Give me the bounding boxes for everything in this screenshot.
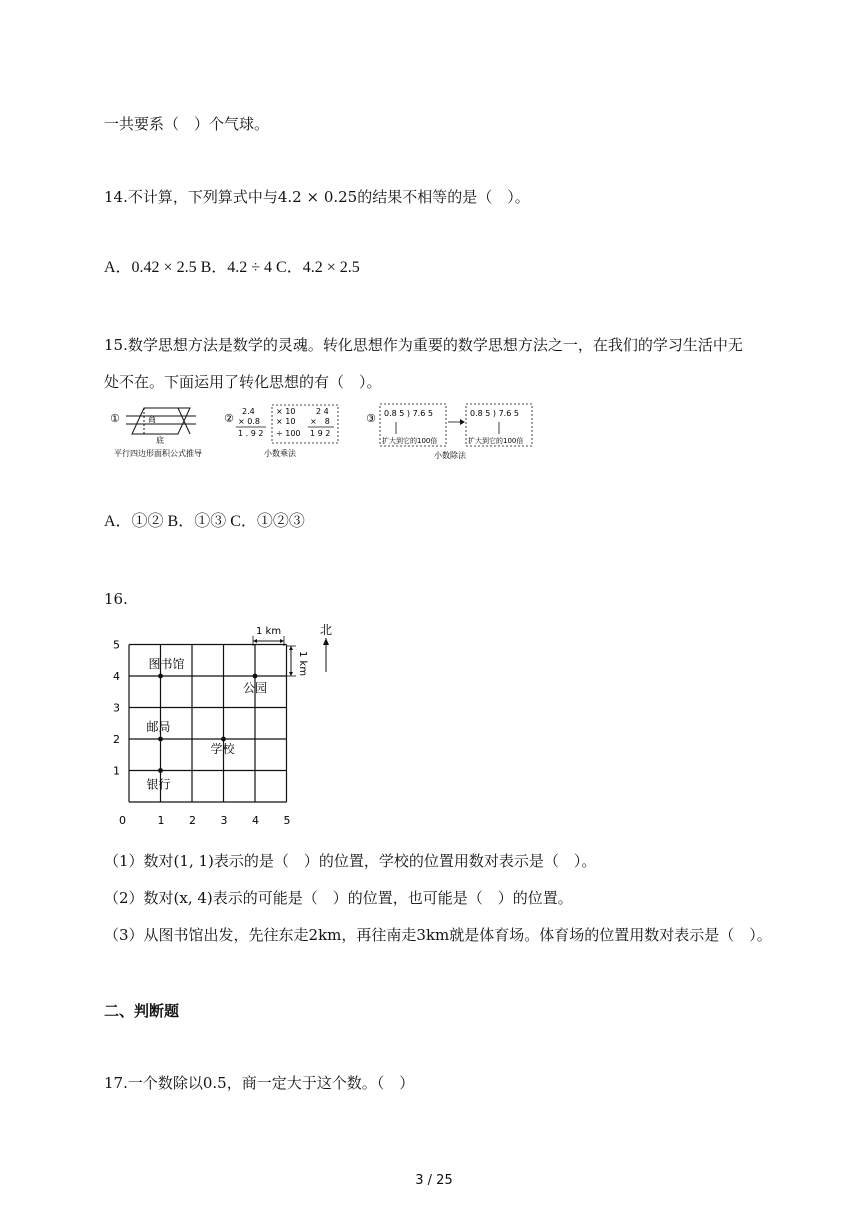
fig15-p2-num: ② xyxy=(224,412,234,425)
fig15-p2-right-0: 2 4 xyxy=(316,407,329,416)
q16-part1: （1）数对(1, 1)表示的是（ ）的位置，学校的位置用数对表示是（ ）。 xyxy=(104,852,597,870)
y-tick-label: 5 xyxy=(113,638,120,652)
x-tick-label: 5 xyxy=(283,814,291,827)
north-label: 北 xyxy=(320,623,333,637)
page-number: 3 / 25 xyxy=(415,1173,453,1188)
fig15-p2-caption: 小数乘法 xyxy=(264,449,296,458)
parallelogram-diagram xyxy=(126,408,196,434)
q14-stem: 14.不计算，下列算式中与4.2 × 0.25的结果不相等的是（ ）。 xyxy=(104,188,530,206)
place-label: 邮局 xyxy=(146,720,171,734)
map-scale-vertical: 1 km xyxy=(297,651,308,677)
map-scale-horizontal: 1 km xyxy=(256,626,282,637)
fig15-p2-left-2: 1 . 9 2 xyxy=(238,429,264,438)
fig15-p3-note1: 扩大到它的100倍 xyxy=(382,437,438,445)
fig15-p1-caption: 平行四边形面积公式推导 xyxy=(114,449,202,458)
place-point xyxy=(158,768,163,773)
y-tick-label: 3 xyxy=(113,701,120,715)
place-label: 图书馆 xyxy=(148,657,185,671)
fig15-p2-mid-2: ÷ 100 xyxy=(276,429,301,438)
fig15-p1-num: ① xyxy=(110,412,120,425)
q16-coordinate-map xyxy=(104,612,364,834)
q15-stem-line2: 处不在。下面运用了转化思想的有（ ）。 xyxy=(104,373,382,391)
place-label: 学校 xyxy=(210,742,235,756)
q15-stem-line1: 15.数学思想方法是数学的灵魂。转化思想作为重要的数学思想方法之一，在我们的学习生活中无 xyxy=(104,336,743,354)
x-tick-label: 4 xyxy=(252,814,259,827)
fig15-p2-left-1: × 0.8 xyxy=(238,417,260,426)
fig15-p3-caption: 小数除法 xyxy=(434,451,466,460)
fig15-p2-right-2: 1 9 2 xyxy=(310,429,331,438)
fig15-p2-left-0: 2.4 xyxy=(242,407,255,416)
place-label: 银行 xyxy=(146,777,171,792)
fig15-p3-box1-text: 0.8 5 ) 7.6 5 xyxy=(384,409,433,418)
q14-options: A．0.42 × 2.5 B．4.2 ÷ 4 C．4.2 × 2.5 xyxy=(104,259,360,276)
q15-figure xyxy=(104,400,534,466)
fig15-p1-shang: 商 xyxy=(148,415,156,424)
fig15-p2-mid-1: × 10 xyxy=(276,417,296,426)
q17-stem: 17.一个数除以0.5，商一定大于这个数。（ ） xyxy=(104,1074,415,1092)
fig15-p1-di: 底 xyxy=(156,436,164,445)
section-title-judgement: 二、判断题 xyxy=(104,1002,180,1020)
x-tick-label: 2 xyxy=(189,814,196,827)
place-label: 公园 xyxy=(243,681,268,695)
q15-options: A．①② B．①③ C．①②③ xyxy=(104,513,305,530)
q16-part2: （2）数对(x, 4)表示的可能是（ ）的位置，也可能是（ ）的位置。 xyxy=(104,889,573,907)
fig15-p3-note2: 扩大到它的100倍 xyxy=(468,437,524,445)
fig15-p2-right-1: × 8 xyxy=(310,417,330,426)
place-point xyxy=(253,674,258,679)
q16-part3: （3）从图书馆出发，先往东走2km，再往南走3km就是体育场。体育场的位置用数对表示是（ ）。 xyxy=(104,926,772,944)
fig15-p3-box2-text: 0.8 5 ) 7.6 5 xyxy=(470,409,519,418)
x-tick-label: 0 xyxy=(119,814,126,827)
x-tick-label: 3 xyxy=(220,814,228,827)
y-tick-label: 2 xyxy=(113,733,120,746)
place-point xyxy=(221,737,226,742)
place-point xyxy=(158,674,163,679)
y-tick-label: 4 xyxy=(113,670,120,683)
q13-tail: 一共要系（ ）个气球。 xyxy=(104,115,270,133)
y-tick-label: 1 xyxy=(113,764,120,778)
north-arrow-icon xyxy=(323,638,329,672)
q16-number: 16. xyxy=(104,590,128,608)
place-point xyxy=(158,737,163,742)
x-tick-label: 1 xyxy=(157,814,165,827)
fig15-p2-mid-0: × 10 xyxy=(276,407,296,416)
fig15-p3-num: ③ xyxy=(366,412,376,425)
